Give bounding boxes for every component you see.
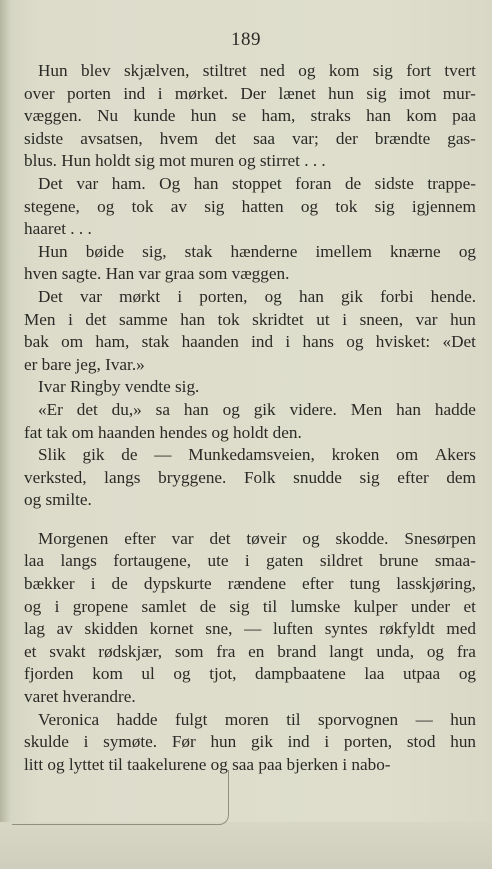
text-line: fjorden kom ul og tjot, dampbaatene laa utpaa og (24, 664, 476, 684)
text-line: er bare jeg, Ivar.» (24, 354, 145, 374)
text-line: Det var mørkt i porten, og han gik forbi hende. (38, 286, 476, 306)
text-line: varet hverandre. (24, 687, 136, 707)
text-line: sidste avsatsen, hvem det saa var; der brændte gas- (24, 128, 476, 148)
text-line: skulde i symøte. Før hun gik ind i porten, stod hun (24, 732, 476, 752)
page-bottom-edge (0, 822, 492, 869)
text-line: Slik gik de — Munkedamsveien, kroken om Akers (38, 445, 476, 465)
paragraph (24, 444, 476, 512)
text-line: blus. Hun holdt sig mot muren og stirret . . . (24, 151, 326, 171)
section-break (24, 512, 476, 528)
paragraph (24, 60, 476, 173)
text-line: haaret . . . (24, 219, 92, 239)
text-line: væggen. Nu kunde hun se ham, straks han kom paa (24, 106, 476, 126)
text-line: laa langs fortaugene, ute i gaten sildret brune smaa- (24, 551, 476, 571)
text-line: Morgenen efter var det tøveir og skodde. Snesørpen (38, 528, 476, 548)
text-line: bækker i de dypskurte rændene efter tung lasskjøring, (24, 574, 476, 594)
text-line: et svakt rødskjær, som fra en brand langt unda, og fra (24, 641, 476, 661)
body-text (24, 60, 476, 776)
text-line: Veronica hadde fulgt moren til sporvognen — hun (38, 709, 476, 729)
paragraph (24, 241, 476, 286)
text-line: over porten ind i mørket. Der lænet hun sig imot mur- (24, 83, 476, 103)
text-line: «Er det du,» sa han og gik videre. Men han hadde (38, 399, 476, 419)
text-line: fat tak om haanden hendes og holdt den. (24, 422, 302, 442)
text-line: Hun blev skjælven, stiltret ned og kom sig fort tvert (38, 61, 476, 80)
text-line: verksted, langs bryggene. Folk snudde sig efter dem (24, 467, 476, 487)
text-line: Men i det samme han tok skridtet ut i sneen, var hun (24, 309, 476, 329)
paragraph (24, 376, 476, 399)
text-line: Hun bøide sig, stak hænderne imellem knærne og (38, 241, 476, 261)
text-line: Ivar Ringby vendte sig. (38, 377, 200, 397)
text-line: hven sagte. Han var graa som væggen. (24, 264, 290, 284)
paragraph (24, 399, 476, 444)
text-line: lag av skidden kornet sne, — luften syntes røkfyldt med (24, 619, 476, 639)
paragraph (24, 528, 476, 709)
pencil-mark (12, 770, 229, 825)
text-line: Det var ham. Og han stoppet foran de sidste trappe- (38, 173, 476, 193)
text-line: litt og lyttet til taakelurene og saa paa bjerken i nabo- (24, 754, 391, 774)
text-line: og i gropene samlet de sig til lumske kulper under et (24, 596, 476, 616)
paragraph (24, 286, 476, 376)
paragraph (24, 173, 476, 241)
page-number: 189 (231, 29, 261, 50)
text-line: bak om ham, stak haanden ind i hans og hvisket: «Det (24, 332, 476, 352)
text-line: og smilte. (24, 490, 92, 510)
paragraph (24, 709, 476, 777)
text-line: stegene, og tok av sig hatten og tok sig igjennem (24, 196, 476, 216)
spine-shadow (0, 0, 10, 869)
